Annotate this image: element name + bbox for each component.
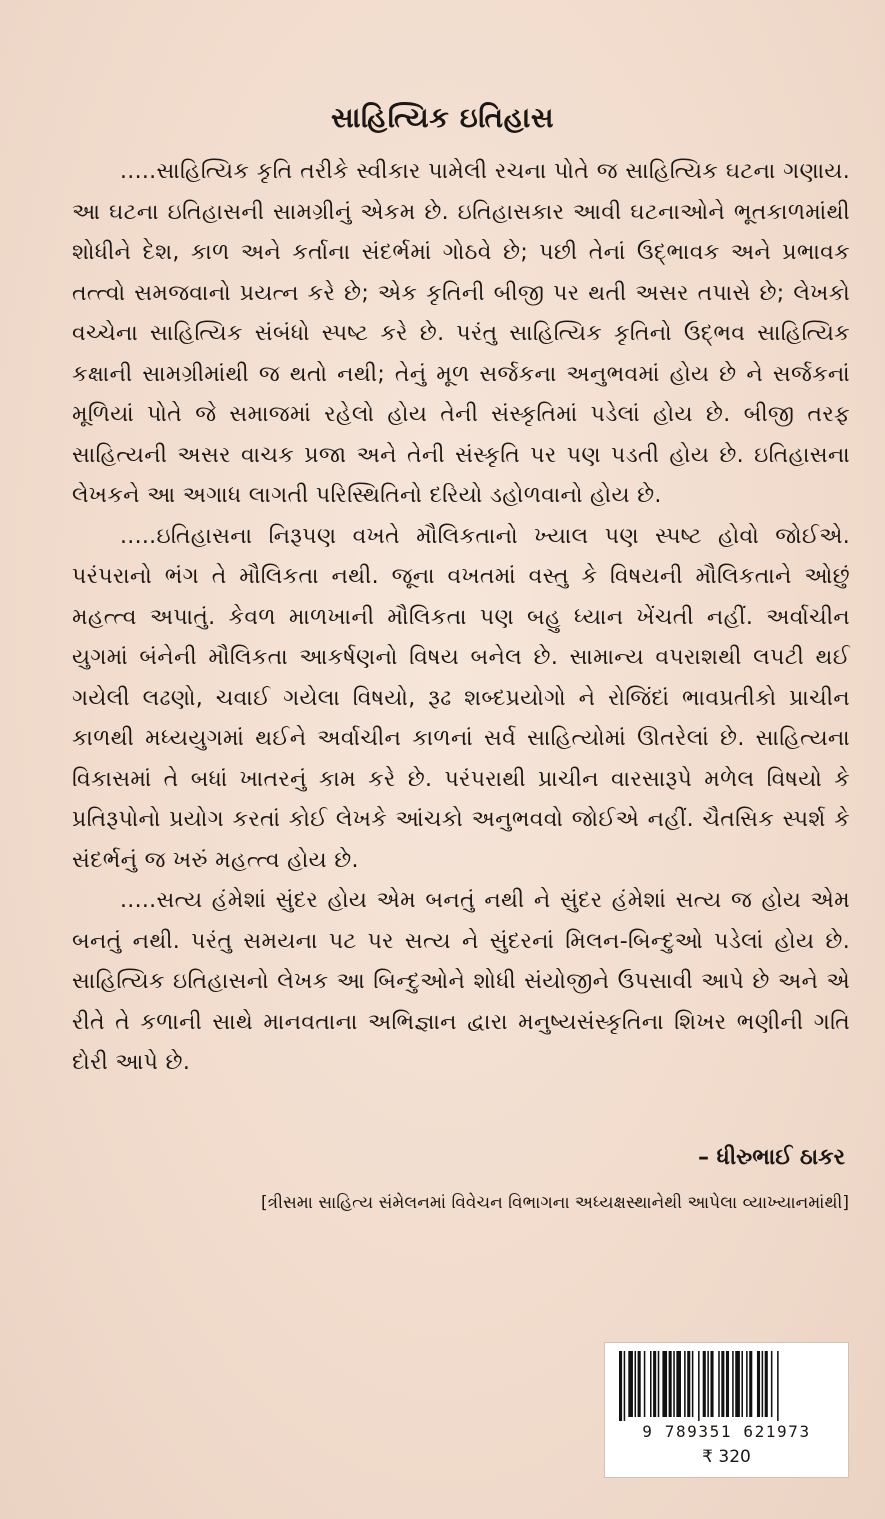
barcode-bar bbox=[624, 1351, 626, 1421]
barcode-bar bbox=[676, 1351, 681, 1417]
barcode-bar bbox=[732, 1351, 734, 1417]
barcode-bar bbox=[707, 1351, 709, 1417]
barcode-bar bbox=[684, 1351, 686, 1417]
barcode-bar bbox=[721, 1351, 724, 1417]
barcode-bar bbox=[741, 1351, 743, 1417]
barcode-bar bbox=[777, 1351, 779, 1421]
source-note: [ત્રીસમા સાહિત્ય સંમેલનમાં વિવેચન વિભાગના અધ્યક્ષસ્થાનેથી આપેલા વ્યાખ્યાનમાંથી] bbox=[261, 1193, 849, 1213]
barcode-bar bbox=[628, 1351, 633, 1417]
barcode-bar bbox=[662, 1351, 667, 1417]
price-label: ₹ 320 bbox=[702, 1447, 751, 1467]
barcode-bar bbox=[703, 1351, 706, 1417]
paragraph-2: .....ઇતિહાસના નિરૂપણ વખતે મૌલિકતાનો ખ્યાલ પણ સ્પષ્ટ હોવો જોઈએ. પરંપરાનો ભંગ તે મૌલિકતા નથી. જૂના વખતમાં વસ્તુ કે વિષયની મૌલિકતાને ઓછું મહત્ત્વ અપાતું. કેવળ માળખાની મૌલિકતા પણ બહુ ધ્યાન ખેંચતી નહીં. અર્વાચીન યુગમાં બંનેની મૌલિકતા આકર્ષણનો વિષય બનેલ છે. સામાન્ય વપરાશથી લપટી થઈ ગયેલી લઢણો, ચવાઈ ગયેલા વિષયો, રૂઢ શબ્દપ્રયોગો ને રોજિંદાં ભાવપ્રતીકો પ્રાચીન કાળથી મધ્યયુગમાં થઈને અર્વાચીન કાળનાં સર્વ સાહિત્યોમાં ઊતરેલાં છે. સાહિત્યના વિકાસમાં તે બધાં ખાતરનું કામ કરે છે. પરંપરાથી પ્રાચીન વારસારૂપે મળેલ વિષયો કે પ્રતિરૂપોનો પ્રયોગ કરતાં કોઈ લેખકે આંચકો અનુભવવો જોઈએ નહીં. ચૈતસિક સ્પર્શ કે સંદર્ભનું જ ખરું મહત્ત્વ હોય છે. bbox=[72, 523, 850, 873]
barcode-bar bbox=[669, 1351, 672, 1417]
barcode-bar bbox=[757, 1351, 760, 1417]
author-name: – ધીરુભાઈ ઠાકર bbox=[697, 1145, 845, 1170]
barcode-label bbox=[604, 1342, 849, 1478]
barcode-bar bbox=[698, 1351, 700, 1421]
barcode-bar bbox=[749, 1351, 752, 1417]
barcode-bar bbox=[687, 1351, 690, 1417]
barcode-bar bbox=[771, 1351, 773, 1417]
barcode-bar bbox=[735, 1351, 740, 1417]
barcode-bar bbox=[635, 1351, 637, 1417]
barcode-bar bbox=[692, 1351, 694, 1417]
barcode-bar bbox=[619, 1351, 622, 1421]
barcode-bar bbox=[718, 1351, 720, 1417]
barcode-bar bbox=[673, 1351, 675, 1417]
barcode-icon bbox=[619, 1351, 834, 1421]
paragraph-1: .....સાહિત્યિક કૃતિ તરીકે સ્વીકાર પામેલી રચના પોતે જ સાહિત્યિક ઘટના ગણાય. આ ઘટના ઇતિહાસની સામગ્રીનું એકમ છે. ઇતિહાસકાર આવી ઘટનાઓને ભૂતકાળમાંથી શોધીને દેશ, કાળ અને કર્તાના સંદર્ભમાં ગોઠવે છે; પછી તેનાં ઉદ્‌ભાવક અને પ્રભાવક તત્ત્વો સમજવાનો પ્રયત્ન કરે છે; એક કૃતિની બીજી પર થતી અસર તપાસે છે; લેખકો વચ્ચેના સાહિત્યિક સંબંધો સ્પષ્ટ કરે છે. પરંતુ સાહિત્યિક કૃતિનો ઉદ્‌ભવ સાહિત્યિક કક્ષાની સામગ્રીમાંથી જ થતો નથી; તેનું મૂળ સર્જકના અનુભવમાં હોય છે ને સર્જકનાં મૂળિયાં પોતે જે સમાજમાં રહેલો હોય તેની સંસ્કૃતિમાં પડેલાં હોય છે. બીજી તરફ સાહિત્યની અસર વાચક પ્રજા અને તેની સંસ્કૃતિ પર પણ પડતી હોય છે. ઇતિહાસના લેખકને આ અગાધ લાગતી પરિસ્થિતિનો દરિયો ડહોળવાનો હોય છે. bbox=[72, 159, 850, 508]
paragraph-3: .....સત્ય હંમેશાં સુંદર હોય એમ બનતું નથી ને સુંદર હંમેશાં સત્ય જ હોય એમ બનતું નથી. પરંતુ સમયના પટ પર સત્ય ને સુંદરનાં મિલન-બિન્દુઓ પડેલાં હોય છે. સાહિત્યિક ઇતિહાસનો લેખક આ બિન્દુઓને શોધી સંયોજીને ઉપસાવી આપે છે અને એ રીતે તે કળાની સાથે માનવતાના અભિજ્ઞાન દ્વારા મનુષ્યસંસ્કૃતિના શિખર ભણીની ગતિ દોરી આપે છે. bbox=[72, 888, 850, 1075]
barcode-bar bbox=[644, 1351, 646, 1417]
barcode-bar bbox=[726, 1351, 729, 1417]
barcode-bar bbox=[762, 1351, 764, 1417]
barcode-bar bbox=[746, 1351, 748, 1417]
barcode-bar bbox=[710, 1351, 713, 1417]
page-title: સાહિત્યિક ઇતિહાસ bbox=[330, 101, 555, 134]
barcode-bar bbox=[650, 1351, 652, 1417]
barcode-bar bbox=[638, 1351, 641, 1417]
barcode-bar bbox=[765, 1351, 768, 1417]
barcode-bar bbox=[658, 1351, 660, 1417]
isbn-number: 9 789351 621973 bbox=[642, 1422, 811, 1441]
barcode-bar bbox=[653, 1351, 656, 1417]
body-text bbox=[72, 152, 850, 1084]
